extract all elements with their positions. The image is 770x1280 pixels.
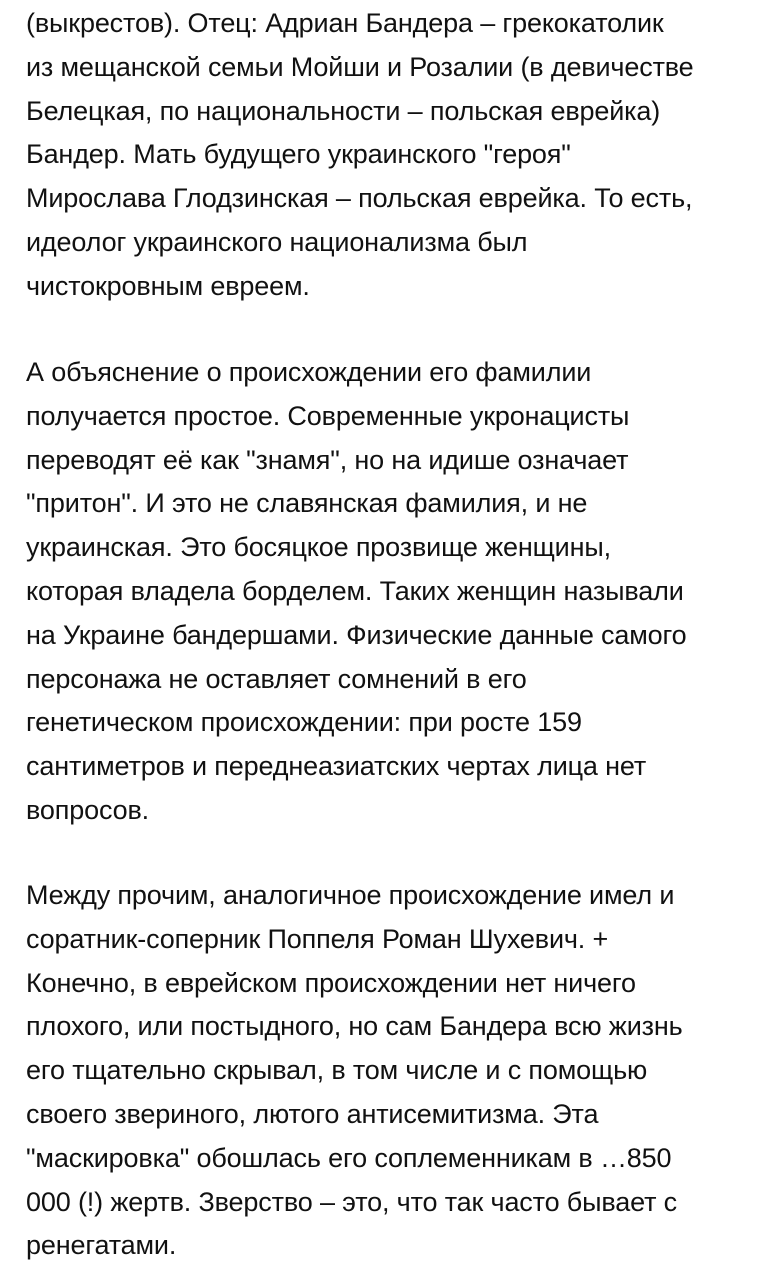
text-line: "притон". И это не славянская фамилия, и не xyxy=(26,488,588,519)
text-line: (выкрестов). Отец: Адриан Бандера – грекокатолик xyxy=(26,8,664,38)
paragraph-2 xyxy=(26,351,687,833)
text-line: сантиметров и переднеазиатских чертах лица нет xyxy=(26,751,647,782)
text-line: Бандер. Мать будущего украинского "героя" xyxy=(26,139,571,170)
text-line: на Украине бандершами. Физические данные самого xyxy=(26,619,687,650)
text-line: Конечно, в еврейском происхождении нет ничего xyxy=(26,967,636,998)
text-line: генетическом происхождении: при росте 159 xyxy=(26,707,582,738)
paragraph-3 xyxy=(26,874,683,1268)
text-line: идеолог украинского национализма был xyxy=(26,226,528,257)
text-line: Белецкая, по национальности – польская еврейка) xyxy=(26,95,661,126)
text-line: Между прочим, аналогичное происхождение имел и xyxy=(26,880,675,910)
text-line: персонажа не оставляет сомнений в его xyxy=(26,663,527,694)
text-line: чистокровным евреем. xyxy=(26,270,310,301)
text-line: "маскировка" обошлась его соплеменникам в …850 xyxy=(26,1142,672,1173)
text-line: соратник-соперник Поппеля Роман Шухевич. + xyxy=(26,923,609,954)
text-line: ренегатами. xyxy=(26,1230,177,1261)
text-line: его тщательно скрывал, в том числе и с помощью xyxy=(26,1055,648,1086)
text-line: переводят её как "знамя", но на идише означает xyxy=(26,444,629,475)
text-line: вопросов. xyxy=(26,794,150,825)
text-line: плохого, или постыдного, но сам Бандера всю жизнь xyxy=(26,1011,683,1042)
text-line: А объяснение о происхождении его фамилии xyxy=(26,357,592,387)
text-line: украинская. Это босяцкое прозвище женщины, xyxy=(26,532,611,563)
text-line: получается простое. Современные укронацисты xyxy=(26,400,630,431)
text-line: Мирослава Глодзинская – польская еврейка. То есть, xyxy=(26,183,693,214)
text-line: своего звериного, лютого антисемитизма. Эта xyxy=(26,1098,599,1129)
text-line: которая владела борделем. Таких женщин называли xyxy=(26,575,684,606)
paragraph-1 xyxy=(26,2,694,309)
text-line: из мещанской семьи Мойши и Розалии (в девичестве xyxy=(26,51,694,82)
text-line: 000 (!) жертв. Зверство – это, что так часто бывает с xyxy=(26,1186,678,1217)
